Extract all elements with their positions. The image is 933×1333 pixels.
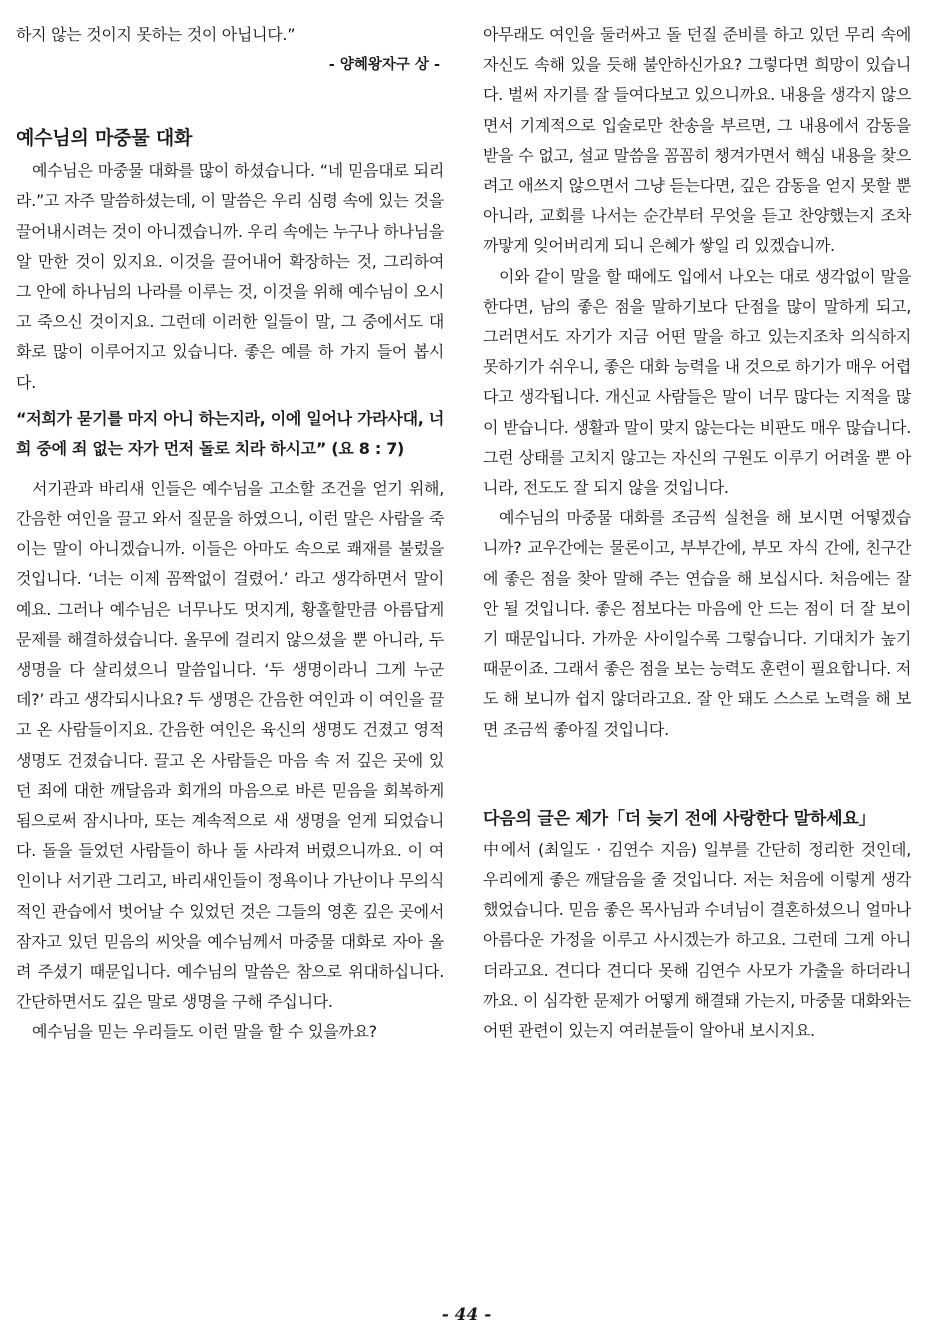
body-paragraph: 예수님을 믿는 우리들도 이런 말을 할 수 있을까요?	[32, 1022, 377, 1042]
page-number: - 44 -	[441, 1305, 492, 1325]
attribution: - 양혜왕자구 상 -	[328, 57, 440, 74]
body-paragraph: 이와 같이 말을 할 때에도 입에서 나오는 대로 생각없이 말을 한다면, 남의 좋은 점을 말하기보다 단점을 많이 말하게 되고, 그러면서도 자기가 지금 어떤 말을 하고 있는지조차 의식하지 못하기가 쉬우니, 좋은 대화 능력을 내 것으로 하기가 매우 어렵다고 생각됩니다. 개신교 사람들은 말이 너무 많다는 지적을 많이 받습니다. 생활과 말이 맞지 않는다는 비판도 매우 많습니다. 그런 상태를 고치지 않고는 자신의 구원도 이루기 어려울 뿐 아니라, 전도도 잘 되지 않을 것입니다.	[483, 266, 911, 498]
scripture-quote: “저희가 묻기를 마지 아니 하는지라, 이에 일어나 가라사대, 너희 중에 죄 없는 자가 먼저 돌로 치라 하시고” (요 8 : 7)	[16, 408, 444, 458]
body-paragraph: 아무래도 여인을 둘러싸고 돌 던질 준비를 하고 있던 무리 속에 자신도 속해 있을 듯해 불안하신가요? 그렇다면 희망이 있습니다. 벌써 자기를 잘 들여다보고 있으니까요. 내용을 생각지 않으면서 기계적으로 입술로만 찬송을 부르면, 그 내용에서 감동을 받을 수 없고, 설교 말씀을 꼼꼼히 챙겨가면서 핵심 내용을 찾으려고 애쓰지 않으면서 그냥 듣는다면, 깊은 감동을 얻지 못할 뿐 아니라, 교회를 나서는 순간부터 무엇을 듣고 찬양했는지 조차 까맣게 잊어버리게 되니 은혜가 쌓일 리 있겠습니까.	[483, 25, 911, 256]
body-paragraph: 서기관과 바리새 인들은 예수님을 고소할 조건을 얻기 위해, 간음한 여인을 끌고 와서 질문을 하였으니, 이런 말은 사람을 죽이는 말이 아니겠습니까. 이들은 아마도 속으로 쾌재를 불렀을 것입니다. ‘너는 이제 꼼짝없이 걸렸어.’ 라고 생각하면서 말이예요. 그러나 예수님은 너무나도 멋지게, 황홀할만큼 아름답게 문제를 해결하셨습니다. 올무에 걸리지 않으셨을 뿐 아니라, 두 생명을 다 살리셨으니 말씀입니다. ‘두 생명이라니 그게 누군데?’ 라고 생각되시나요? 두 생명은 간음한 여인과 이 여인을 끌고 온 사람들이지요. 간음한 여인은 육신의 생명도 건졌고 영적 생명도 건졌습니다. 끌고 온 사람들은 마음 속 저 깊은 곳에 있던 죄에 대한 깨달음과 회개의 마음으로 바른 믿음을 회복하게 됨으로써 잠시나마, 또는 계속적으로 새 생명을 얻게 되었습니다. 돌을 들었던 사람들이 하나 둘 사라져 버렸으니까요. 이 여인이나 서기관 그리고, 바리새인들이 정욕이나 가난이나 무의식적인 관습에서 벗어날 수 있었던 것은 그들의 영혼 깊은 곳에서 잠자고 있던 믿음의 씨앗을 예수님께서 마중물 대화로 자아 올려 주셨기 때문입니다. 예수님의 말씀은 참으로 위대하십니다. 간단하면서도 깊은 말로 생명을 구해 주십니다.	[16, 478, 444, 1012]
section-heading: 다음의 글은 제가「더 늦기 전에 사랑한다 말하세요」	[483, 808, 876, 829]
section-heading: 예수님의 마중물 대화	[16, 127, 193, 150]
body-paragraph: 예수님은 마중물 대화를 많이 하셨습니다. “네 믿음대로 되리라.”고 자주 말씀하셨는데, 이 말씀은 우리 심령 속에 있는 것을 끌어내시려는 것이 아니겠습니까. 우리 속에는 누구나 하나님을 알 만한 것이 있지요. 이것을 끌어내어 확장하는 것, 그리하여 그 안에 하나님의 나라를 이루는 것, 이것을 위해 예수님이 오시고 죽으신 것이지요. 그런데 이러한 일들이 말, 그 중에서도 대화로 많이 이루어지고 있습니다. 좋은 예를 하 가지 들어 봅시다.	[16, 161, 444, 392]
body-paragraph: 中에서 (최일도 · 김연수 지음) 일부를 간단히 정리한 것인데, 우리에게 좋은 깨달음을 줄 것입니다. 저는 처음에 이렇게 생각했었습니다. 믿음 좋은 목사님과 수녀님이 결혼하셨으니 얼마나 아름다운 가정을 이루고 사시겠는가 하고요. 그런데 그게 아니더라고요. 견디다 견디다 못해 김연수 사모가 가출을 하더라니까요. 이 심각한 문제가 어떻게 해결돼 가는지, 마중물 대화와는 어떤 관련이 있는지 여러분들이 알아내 보시지요.	[483, 839, 911, 1041]
body-paragraph: 예수님의 마중물 대화를 조금씩 실천을 해 보시면 어떻겠습니까? 교우간에는 물론이고, 부부간에, 부모 자식 간에, 친구간에 좋은 점을 찾아 말해 주는 연습을 해 보십시다. 처음에는 잘 안 될 것입니다. 좋은 점보다는 마음에 안 드는 점이 더 잘 보이기 때문입니다. 가까운 사이일수록 그렇습니다. 기대치가 높기 때문이죠. 그래서 좋은 점을 보는 능력도 훈련이 필요합니다. 저도 해 보니까 쉽지 않더라고요. 잘 안 돼도 스스로 노력을 해 보면 조금씩 좋아질 것입니다.	[483, 508, 911, 739]
left-column	[16, 20, 444, 1048]
right-column	[483, 20, 911, 1046]
intro-text: 하지 않는 것이지 못하는 것이 아닙니다.”	[16, 25, 296, 44]
